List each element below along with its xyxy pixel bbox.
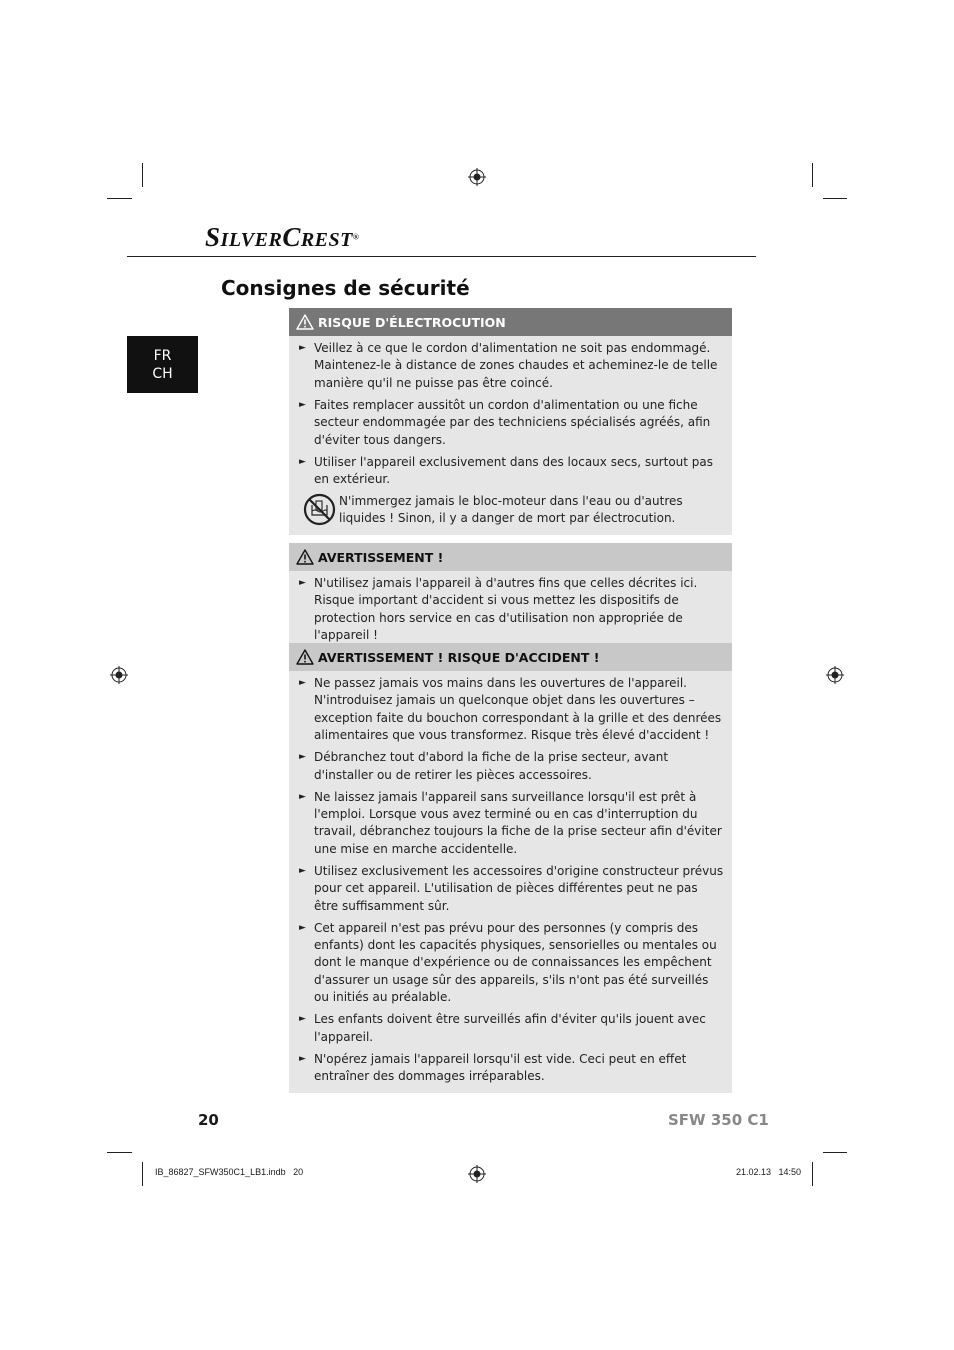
crop-mark — [142, 163, 143, 187]
crop-mark — [812, 1162, 813, 1186]
bullet-arrow-icon: ► — [299, 399, 306, 410]
warning-box-heading: AVERTISSEMENT ! — [289, 543, 732, 571]
bullet-arrow-icon: ► — [299, 578, 306, 588]
registration-mark-icon — [110, 666, 128, 684]
bullet-arrow-icon: ► — [299, 865, 306, 876]
warning-triangle-icon — [296, 649, 314, 665]
list-item: ► Les enfants doivent être surveillés afin d'éviter qu'ils jouent avec l'appareil. — [299, 1012, 706, 1044]
print-slug-file: IB_86827_SFW350C1_LB1.indb 20 — [155, 1167, 304, 1177]
crop-mark — [812, 163, 813, 187]
bullet-arrow-icon: ► — [299, 791, 306, 802]
bullet-arrow-icon: ► — [299, 343, 306, 353]
list-item: ► Cet appareil n'est pas prévu pour des personnes (y compris des enfants) dont les capacités physiques, sensorielles ou mentales ou dont le manque d'expérience ou de connaissances les empêchent d'assurer un usage sûr des appareils, s'ils n'ont pas été surveillés ou initiés au préalable. — [299, 920, 717, 1005]
warning-triangle-icon — [296, 549, 314, 565]
warning-box-heading: RISQUE D'ÉLECTROCUTION — [289, 308, 732, 336]
warning-box-accident — [289, 643, 732, 1093]
bullet-arrow-icon: ► — [299, 678, 306, 688]
lang-tab-line: CH — [152, 365, 173, 382]
list-item: ► Ne passez jamais vos mains dans les ouvertures de l'appareil. N'introduisez jamais un quelconque objet dans les ouvertures – exception faite du bouchon correspondant à la grille et des denrées alimentaires que vous transformez. Risque très élevé d'accident ! — [299, 676, 722, 743]
print-slug-datetime: 21.02.13 14:50 — [736, 1167, 802, 1177]
registration-mark-icon — [468, 1165, 486, 1183]
bullet-arrow-icon: ► — [299, 1053, 306, 1064]
list-item: ► Veillez à ce que le cordon d'alimentation ne soit pas endommagé. Maintenez-le à distance de zones chaudes et acheminez-le de telle manière qu'il ne puisse pas être coincé. — [299, 341, 718, 390]
registration-mark-icon — [826, 666, 844, 684]
bullet-arrow-icon: ► — [299, 752, 306, 763]
brand-logo: SILVERCREST® — [205, 222, 360, 252]
crop-mark — [107, 1152, 132, 1153]
lang-tab-line: FR — [153, 347, 172, 364]
registration-mark-icon — [468, 168, 486, 186]
list-item: ► Ne laissez jamais l'appareil sans surveillance lorsqu'il est prêt à l'emploi. Lorsque vous avez terminé ou en cas d'interruption du travail, débranchez toujours la fiche de la prise secteur afin d'éviter une mise en marche accidentelle. — [299, 789, 722, 856]
crop-mark — [823, 198, 847, 199]
model-number: SFW 350 C1 — [668, 1111, 769, 1129]
bullet-arrow-icon: ► — [299, 922, 306, 933]
list-item: ► N'utilisez jamais l'appareil à d'autres fins que celles décrites ici. Risque important d'accident si vous mettez les dispositifs de protection hors service en cas d'utilisation non appropriée de l'appareil ! — [299, 576, 698, 643]
crop-mark — [107, 198, 132, 199]
list-item: ► Faites remplacer aussitôt un cordon d'alimentation ou une fiche secteur endommagée par des techniciens spécialisés agréés, afin d'éviter tous dangers. — [299, 397, 711, 447]
page-title: Consignes de sécurité — [221, 276, 470, 300]
warning-box-general — [289, 543, 732, 652]
header-rule — [127, 256, 756, 257]
bullet-arrow-icon: ► — [299, 1014, 306, 1025]
bullet-arrow-icon: ► — [299, 456, 306, 467]
warning-box-electrocution — [289, 308, 732, 535]
list-item: N'immergez jamais le bloc-moteur dans l'eau ou d'autres liquides ! Sinon, il y a danger de mort par électrocution. — [297, 493, 724, 528]
no-immersion-icon — [303, 493, 336, 526]
page-number: 20 — [198, 1111, 219, 1129]
list-item: ► Débranchez tout d'abord la fiche de la prise secteur, avant d'installer ou de retirer les pièces accessoires. — [299, 750, 669, 782]
warning-box-heading: AVERTISSEMENT ! RISQUE D'ACCIDENT ! — [289, 643, 732, 671]
list-item: ► N'opérez jamais l'appareil lorsqu'il est vide. Ceci peut en effet entraîner des dommages irréparables. — [299, 1051, 687, 1084]
warning-triangle-icon — [296, 314, 314, 330]
list-item: ► Utiliser l'appareil exclusivement dans des locaux secs, surtout pas en extérieur. — [299, 454, 714, 487]
list-item: ► Utilisez exclusivement les accessoires d'origine constructeur prévus pour cet appareil. L'utilisation de pièces différentes peut ne pas être suffisamment sûr. — [299, 863, 724, 913]
crop-mark — [142, 1162, 143, 1186]
crop-mark — [823, 1152, 847, 1153]
language-tab — [127, 336, 198, 393]
